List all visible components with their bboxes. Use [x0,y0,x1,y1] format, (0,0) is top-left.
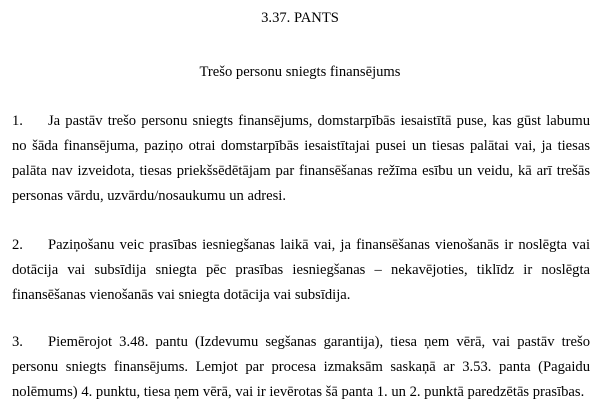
paragraph-3 [12,330,590,405]
paragraph-number: 2. [12,237,23,253]
paragraph-text: Ja pastāv trešo personu sniegts finansējums, domstarpībās iesaistītā puse, kas gūst labumu no šāda finansējuma, paziņo otrai domstarpībās iesaistītajai pusei un tiesas palātai vai, ja tiesas palāta nav izveidota, tiesas priekšsēdētājam par finansēšanas režīma esību un veidu, kā arī trešās personas vārdu, uzvārdu/nosaukumu un adresi. [12,113,590,204]
paragraph-2 [12,233,590,308]
paragraph-number: 3. [12,334,23,350]
paragraph-number: 1. [12,113,23,129]
paragraph-text: Piemērojot 3.48. pantu (Izdevumu segšanas garantija), tiesa ņem vērā, vai pastāv trešo personu sniegts finansējums. Lemjot par procesa izmaksām saskaņā ar 3.53. panta (Pagaidu nolēmums) 4. punktu, tiesa ņem vērā, vai ir ievērotas šā panta 1. un 2. punktā paredzētās prasības. [12,334,590,400]
paragraph-1 [12,109,590,209]
article-subtitle: Trešo personu sniegts finansējums [199,64,401,80]
article-title: 3.37. PANTS [261,10,339,26]
paragraph-text: Paziņošanu veic prasības iesniegšanas laikā vai, ja finansēšanas vienošanās ir noslēgta vai dotācija vai subsīdija sniegta pēc prasības iesniegšanas – nekavējoties, tiklīdz ir noslēgta finansēšanas vienošanās vai sniegta dotācija vai subsīdija. [12,237,590,303]
